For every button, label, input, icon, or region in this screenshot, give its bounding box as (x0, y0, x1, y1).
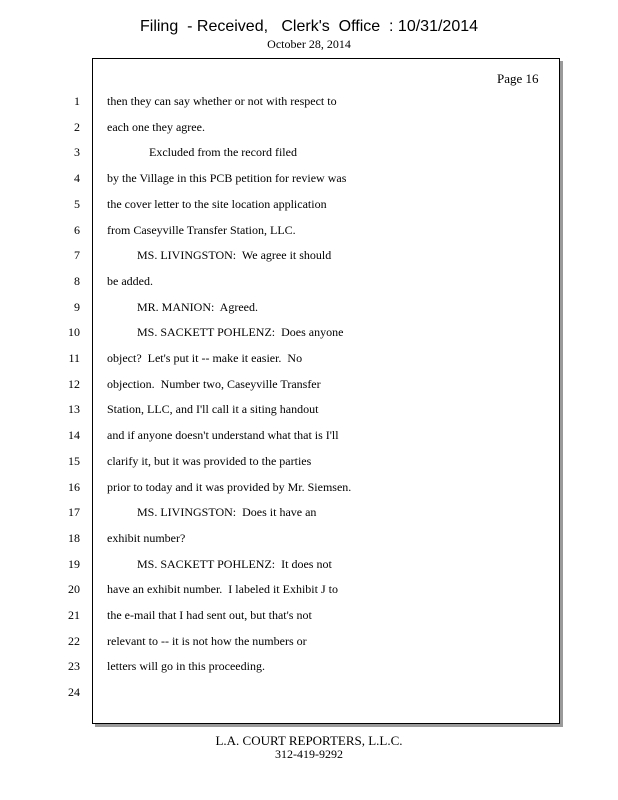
line-text: MS. SACKETT POHLENZ: It does not (107, 557, 332, 571)
footer-reporter: L.A. COURT REPORTERS, L.L.C. (215, 733, 403, 748)
line-number: 12 (68, 377, 80, 391)
line-number: 6 (74, 223, 80, 237)
line-text: the cover letter to the site location application (107, 197, 327, 211)
line-text: each one they agree. (107, 120, 205, 134)
line-number: 15 (68, 454, 80, 468)
line-text: have an exhibit number. I labeled it Exhibit J to (107, 582, 338, 596)
line-text: relevant to -- it is not how the numbers or (107, 634, 307, 648)
line-number: 22 (68, 634, 80, 648)
footer-phone: 312-419-9292 (275, 747, 343, 761)
line-text: and if anyone doesn't understand what that is I'll (107, 428, 339, 442)
line-number: 8 (74, 274, 80, 288)
line-text: letters will go in this proceeding. (107, 659, 265, 673)
line-number: 11 (68, 351, 80, 365)
line-number: 3 (74, 145, 80, 159)
line-text: object? Let's put it -- make it easier. No (107, 351, 303, 365)
line-text: MR. MANION: Agreed. (107, 300, 258, 314)
line-text: MS. LIVINGSTON: We agree it should (107, 248, 332, 262)
line-text: be added. (107, 274, 153, 288)
line-text: prior to today and it was provided by Mr. Siemsen. (107, 480, 352, 494)
line-number: 9 (74, 300, 80, 314)
line-text: MS. SACKETT POHLENZ: Does anyone (107, 325, 344, 339)
line-number: 10 (68, 325, 80, 339)
line-text: the e-mail that I had sent out, but that's not (107, 608, 312, 622)
line-text: by the Village in this PCB petition for review was (107, 171, 347, 185)
line-number: 18 (68, 531, 80, 545)
line-text: MS. LIVINGSTON: Does it have an (107, 505, 317, 519)
line-number: 14 (68, 428, 80, 442)
line-number: 1 (74, 94, 80, 108)
line-number: 16 (68, 480, 80, 494)
line-number: 7 (74, 248, 80, 262)
page-number: Page 16 (497, 71, 539, 86)
line-number: 24 (68, 685, 80, 699)
line-number: 13 (68, 402, 80, 416)
line-number: 2 (74, 120, 80, 134)
line-text: from Caseyville Transfer Station, LLC. (107, 223, 296, 237)
line-text: Excluded from the record filed (107, 145, 297, 159)
line-number: 5 (74, 197, 80, 211)
line-number: 20 (68, 582, 80, 596)
line-number: 19 (68, 557, 80, 571)
line-number: 17 (68, 505, 80, 519)
filing-stamp: Filing - Received, Clerk's Office : 10/31/2014 (139, 18, 479, 35)
line-text: exhibit number? (107, 531, 186, 545)
line-text: objection. Number two, Caseyville Transfer (107, 377, 321, 391)
line-number: 4 (74, 171, 80, 185)
line-text: then they can say whether or not with respect to (107, 94, 337, 108)
line-text: Station, LLC, and I'll call it a siting handout (107, 402, 319, 416)
hearing-date: October 28, 2014 (267, 37, 351, 51)
line-number: 21 (68, 608, 80, 622)
line-number: 23 (68, 659, 80, 673)
line-text: clarify it, but it was provided to the parties (107, 454, 312, 468)
